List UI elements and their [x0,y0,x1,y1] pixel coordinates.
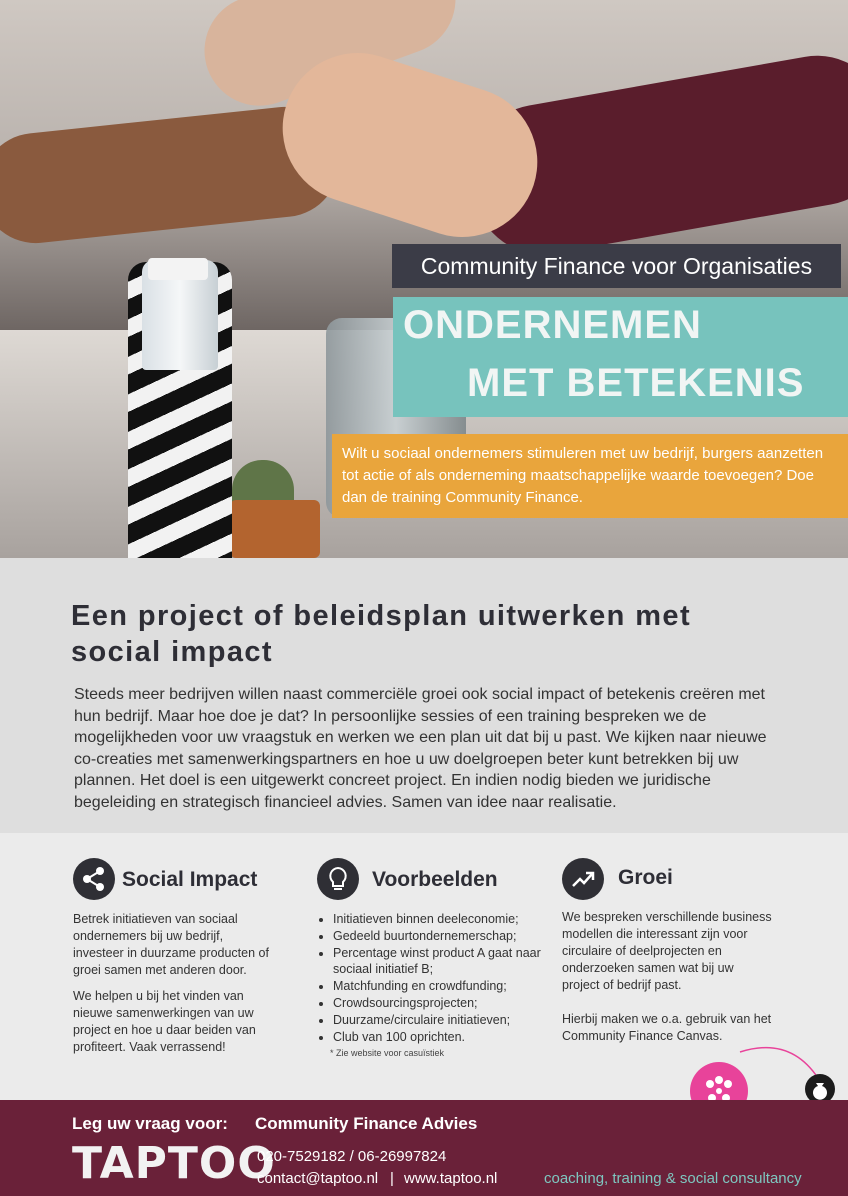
brand-logo: TAPTOO [72,1138,276,1189]
intro-text: Wilt u sociaal ondernemers stimuleren met uw bedrijf, burgers aanzetten tot actie of als onderneming maatschappelijke waarde toevoegen? Doe dan de training Community Finance. [332,434,848,518]
footer-phone: 020-7529182 / 06-26997824 [257,1148,447,1165]
examples-title: Voorbeelden [372,868,498,891]
list-item: • Initiatieven binnen deeleconomie; [333,911,553,928]
growth-title: Groei [618,866,673,889]
share-icon [73,858,115,900]
hero-title [393,297,848,417]
hero-title-line1: ONDERNEMEN [403,303,702,347]
growth-paragraph-1: We bespreken verschillende business modellen die interessant zijn voor circulaire of deelprojecten en onderzoeken samen wat bij uw project of bedrijf past. [562,910,772,992]
impact-paragraph-2: We helpen u bij het vinden van nieuwe samenwerkingen van uw project en hoe u daar beiden van profiteert. Vaak verrassend! [73,989,256,1054]
list-item: • Duurzame/circulaire initiatieven; [333,1012,553,1029]
growth-paragraph-2: Hierbij maken we o.a. gebruik van het Community Finance Canvas. [562,1012,772,1043]
list-item: • Club van 100 oprichten. [333,1029,553,1046]
growth-text [562,909,772,1054]
list-item: • Percentage winst product A gaat naar sociaal initiatief B; [333,945,553,979]
impact-text [73,911,273,1065]
examples-note: * Zie website voor casuïstiek [330,1048,445,1058]
lightbulb-icon [317,858,359,900]
list-item: • Matchfunding en crowdfunding; [333,978,553,995]
list-item: • Gedeeld buurtondernemerschap; [333,928,553,945]
footer-company: Community Finance Advies [255,1114,478,1133]
section-heading: Een project of beleidsplan uitwerken met social impact [71,600,692,668]
hero-title-line2: MET BETEKENIS [467,361,805,405]
trending-up-icon [562,858,604,900]
footer-separator: | [390,1170,394,1187]
footer-website[interactable]: www.taptoo.nl [404,1170,498,1187]
section-paragraph: Steeds meer bedrijven willen naast commerciële groei ook social impact of betekenis creëren met hun bedrijf. Maar hoe doe je dat? In persoonlijke sessies of een training bespreken we de mogelijkheden voor uw vraagstuk en werken we een plan uit dat bij u past. We kijken naar nieuwe co-creaties met samenwerkingspartners en hoe u uw doelgroepen beter kunt betrekken bij uw plannen. Het doel is een uitgewerkt concreet project. En indien nodig bieden we juridische begeleiding en strategisch financieel advies. Samen van idee naar realisatie. [74,686,767,811]
hero-subtitle: Community Finance voor Organisaties [392,244,841,288]
footer-email[interactable]: contact@taptoo.nl [257,1170,379,1187]
list-item: • Crowdsourcingsprojecten; [333,995,553,1012]
impact-title: Social Impact [122,868,258,891]
examples-list [316,911,553,1045]
footer-ask: Leg uw vraag voor: [72,1114,228,1133]
footer-tagline: coaching, training & social consultancy [544,1170,802,1187]
impact-paragraph-1: Betrek initiatieven van sociaal ondernemers bij uw bedrijf, investeer in duurzame producten of groei samen met anderen door. [73,912,269,977]
